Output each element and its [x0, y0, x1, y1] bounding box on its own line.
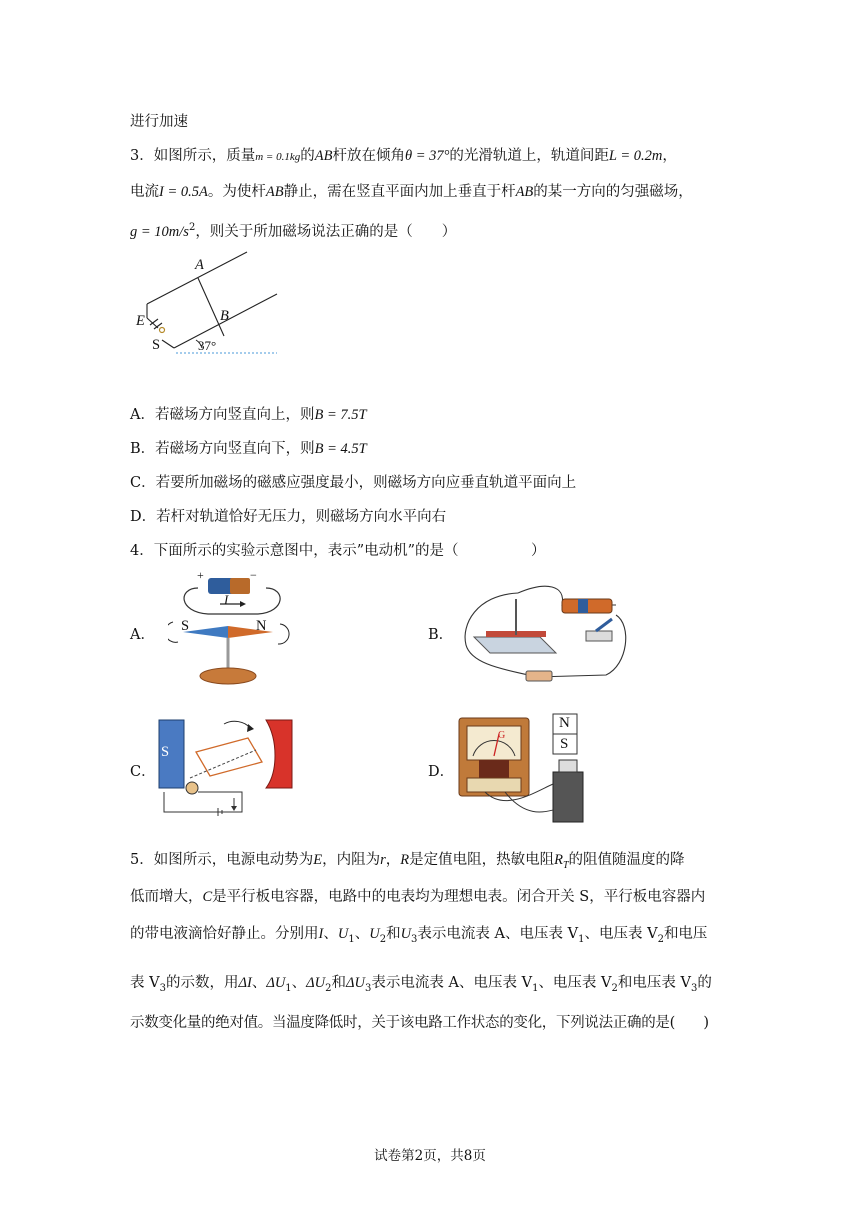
- q3-option-d[interactable]: D．若杆对轨道恰好无压力，则磁场方向水平向右: [130, 509, 447, 525]
- continuation-text: 进行加速: [130, 114, 188, 130]
- compass-n-label: N: [256, 618, 267, 634]
- q5-line-4: 表 $V_3$的示数，用ΔI、$\Delta U_1$、$\Delta U_2$和$\Delta U_3$表示电流表 A、电压表 $V_1$、电压表 $V_2$和电压表 $V_3$的: [130, 975, 712, 994]
- q3-stem-line-2: 电流I = 0.5A。为使杆AB静止，需在竖直平面内加上垂直于杆AB的某一方向的匀强磁场，: [130, 184, 693, 200]
- battery-minus: −: [250, 568, 257, 582]
- switch-contact: [160, 328, 165, 333]
- q4-figure-b-rails: [456, 575, 634, 687]
- label-e: E: [136, 313, 145, 329]
- q4-stem: 4．下面所示的实验示意图中，表示”电动机”的是（ ）: [130, 543, 546, 559]
- solenoid-coil: [553, 772, 583, 822]
- magnet-n-label: N: [559, 715, 570, 731]
- resistor-b: [526, 671, 552, 681]
- label-s: S: [152, 337, 161, 353]
- q4-option-c-label[interactable]: C．: [130, 764, 156, 780]
- q4-figure-d-galvanometer: [455, 712, 591, 824]
- compass-s-label: S: [181, 618, 190, 634]
- magnet-n: [266, 720, 292, 788]
- rail-base: [474, 637, 556, 653]
- q4-option-b-label[interactable]: B．: [428, 627, 454, 643]
- rod-ab: [198, 278, 224, 336]
- q5-line-2: 低而增大，C是平行板电容器，电路中的电表均为理想电表。闭合开关 S，平行板电容器内: [130, 889, 706, 905]
- motor-s-label: S: [161, 744, 170, 760]
- switch-b: [586, 631, 612, 641]
- coil: [196, 738, 262, 776]
- q3-option-b[interactable]: B．若磁场方向竖直向下，则B = 4.5T: [130, 441, 367, 457]
- q4-figure-c-motor: [156, 716, 306, 818]
- q3-option-a[interactable]: A．若磁场方向竖直向上，则B = 7.5T: [130, 407, 367, 423]
- wire-s: [162, 340, 174, 348]
- page-footer: 试卷第2页，共8页: [374, 1148, 486, 1164]
- label-angle: 37°: [198, 338, 217, 353]
- commutator: [186, 782, 198, 794]
- q4-option-a-label[interactable]: A．: [130, 627, 155, 643]
- q5-line-5: 示数变化量的绝对值。当温度降低时，关于该电路工作状态的变化，下列说法正确的是( ): [130, 1015, 709, 1031]
- q3-stem-line-1: 3．如图所示，质量m = 0.1kg的AB杆放在倾角θ = 37°的光滑轨道上，轨道间距L = 0.2m，: [130, 148, 677, 164]
- battery-plus: +: [197, 568, 204, 582]
- q4-option-d-label[interactable]: D．: [428, 764, 455, 780]
- q3-stem-line-3: $g = 10m/s^2$，则关于所加磁场说法正确的是（ ）: [130, 222, 457, 240]
- needle-s: [183, 626, 228, 638]
- q5-line-3: 的带电液滴恰好静止。分别用I、$U_1$、$U_2$和$U_3$表示电流表 A、电压表 $V_1$、电压表 $V_2$和电压: [130, 926, 708, 945]
- current-label: I: [224, 592, 229, 607]
- q3-option-c[interactable]: C．若要所加磁场的磁感应强度最小，则磁场方向应垂直轨道平面向上: [130, 475, 577, 491]
- compass-base: [200, 668, 256, 684]
- label-b: B: [220, 308, 229, 324]
- label-a: A: [195, 257, 204, 273]
- galvanometer-g: G: [498, 730, 506, 741]
- q5-line-1: 5．如图所示，电源电动势为E，内阻为r，R是定值电阻，热敏电阻$R_T$的阻值随温度的降: [130, 852, 685, 871]
- magnet-s-label: S: [560, 736, 569, 752]
